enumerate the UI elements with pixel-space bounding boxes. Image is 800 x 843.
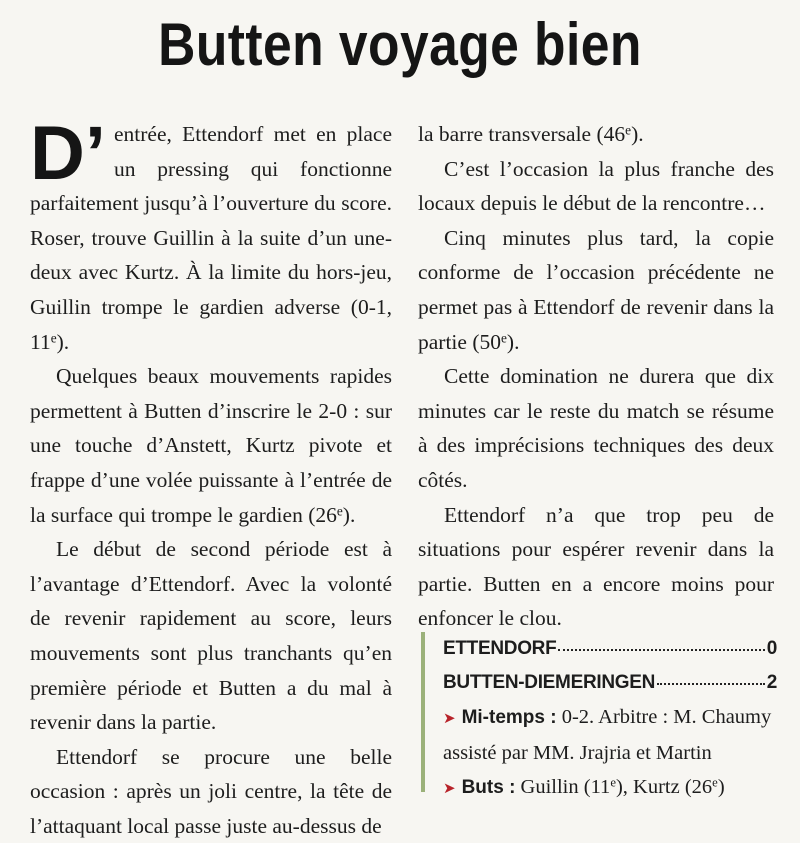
team-name: BUTTEN-DIEMERINGEN bbox=[443, 672, 656, 693]
superscript: e bbox=[625, 122, 632, 138]
score-row-ettendorf bbox=[443, 632, 777, 666]
score-row-butten bbox=[443, 666, 777, 700]
article-paragraph-continued bbox=[418, 117, 774, 152]
article-column-left bbox=[30, 111, 392, 843]
superscript: e bbox=[712, 775, 718, 790]
article-paragraph-4: Ettendorf se procure une belle occasion : après un joli centre, la tête de l’attaquant local passe juste au-dessus de bbox=[30, 744, 392, 838]
goals-text: ) bbox=[717, 776, 725, 798]
paragraph-end: ). bbox=[342, 502, 356, 527]
halftime-text: 0-2. Arbitre : M. Chaumy bbox=[556, 706, 772, 728]
superscript: e bbox=[610, 775, 616, 790]
halftime-line bbox=[443, 700, 777, 736]
article-paragraph-3: Le début de second période est à l’avantage d’Ettendorf. Avec la volonté de revenir rapidement au score, leurs mouvements sont plus tranchants qu’en première période et Butten a du mal à revenir dans la partie. bbox=[30, 537, 392, 735]
team-score: 2 bbox=[766, 672, 777, 693]
referee-assist-line: assisté par MM. Jrajria et Martin bbox=[443, 742, 712, 764]
paragraph-end: ). bbox=[56, 329, 70, 354]
arrow-icon: ➤ bbox=[443, 711, 456, 727]
goals-line bbox=[443, 770, 777, 806]
paragraph-text: Cinq minutes plus tard, la copie conforme de l’occasion précédente ne permet pas à Ettendorf de revenir dans la partie (50 bbox=[418, 225, 774, 354]
match-info-box bbox=[421, 632, 777, 798]
paragraph-end: ). bbox=[631, 122, 644, 146]
paragraph-text: entrée, Ettendorf met en place un pressing qui fonctionne parfaitement jusqu’à l’ouverture du score. Roser, trouve Guillin à la suite d’un une-deux avec Kurtz. À la limite du hors-jeu, Guillin trompe le gardien adverse (0-1, 11 bbox=[30, 122, 392, 354]
goals-text: Guillin (11 bbox=[515, 776, 611, 798]
article-paragraph-1 bbox=[30, 111, 392, 359]
article-headline: Butten voyage bien bbox=[158, 11, 642, 78]
dot-leader bbox=[657, 683, 765, 685]
article-paragraph-8: Ettendorf n’a que trop peu de situations pour espérer revenir dans la partie. Butten en a encore moins pour enfoncer le clou. bbox=[418, 502, 774, 631]
article-paragraph-7: Cette domination ne durera que dix minutes car le reste du match se résume à des imprécisions techniques des deux côtés. bbox=[418, 364, 774, 492]
dot-leader bbox=[558, 649, 764, 651]
paragraph-end: ). bbox=[506, 329, 520, 354]
superscript: e bbox=[50, 329, 57, 345]
article-column-right bbox=[418, 117, 774, 636]
article-paragraph-6 bbox=[418, 221, 774, 359]
paragraph-text: Quelques beaux mouvements rapides permettent à Butten d’inscrire le 2-0 : sur une touche d’Anstett, Kurtz pivote et frappe d’une volée puissante à l’entrée de la surface qui trompe le gardien (26 bbox=[30, 364, 392, 527]
paragraph-text: la barre transversale (46 bbox=[418, 122, 626, 146]
arrow-icon: ➤ bbox=[443, 781, 456, 797]
article-paragraph-2 bbox=[30, 359, 392, 532]
goals-text: ), Kurtz (26 bbox=[615, 776, 713, 798]
team-name: ETTENDORF bbox=[443, 638, 557, 659]
halftime-label: Mi-temps : bbox=[461, 707, 557, 728]
drop-cap: D’ bbox=[30, 111, 106, 196]
superscript: e bbox=[336, 502, 343, 518]
goals-label: Buts : bbox=[461, 777, 516, 798]
team-score: 0 bbox=[766, 638, 777, 659]
article-paragraph-5: C’est l’occasion la plus franche des locaux depuis le début de la rencontre… bbox=[418, 156, 774, 216]
superscript: e bbox=[500, 329, 507, 345]
